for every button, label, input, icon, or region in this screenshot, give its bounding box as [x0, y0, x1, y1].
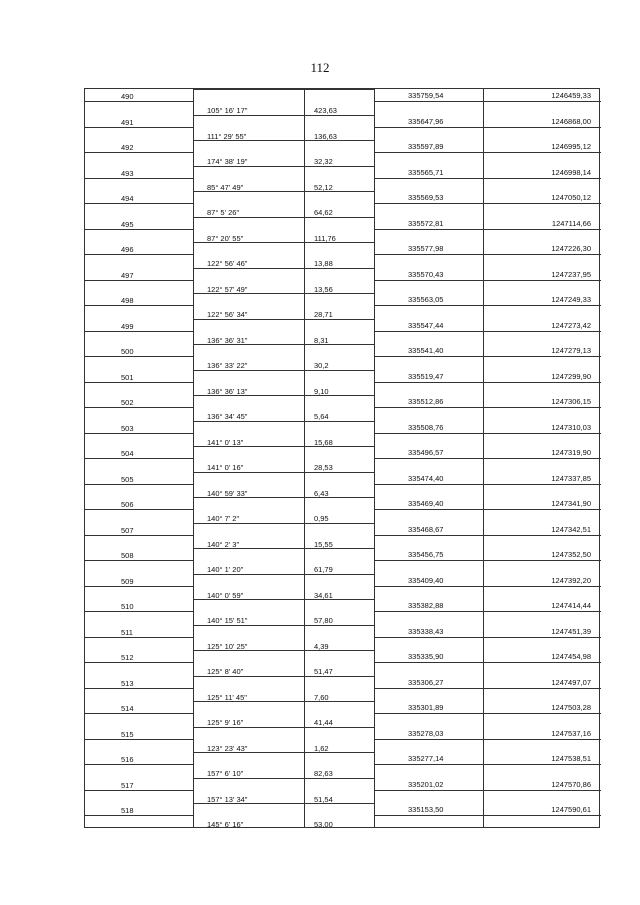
row-divider: [374, 815, 601, 816]
row-divider: [85, 637, 193, 638]
row-divider: [193, 778, 374, 779]
coordinate-y: 1247050,12: [551, 193, 591, 202]
row-divider: [193, 727, 374, 728]
row-divider: [374, 178, 601, 179]
bearing-angle: 105° 16' 17": [207, 106, 248, 115]
table-row: [85, 242, 599, 268]
coordinate-y: 1247537,16: [551, 728, 591, 738]
segment-distance: 111,76: [314, 233, 336, 243]
point-number: 495: [121, 219, 134, 229]
point-number: 497: [121, 270, 134, 280]
bearing-angle: 140° 7' 2": [207, 514, 240, 523]
segment-distance: 136,63: [314, 131, 337, 141]
table-row: [85, 701, 599, 727]
row-divider: [193, 599, 374, 600]
coordinate-x: 335468,67: [408, 524, 444, 534]
table-row: [85, 191, 599, 217]
table-row: [85, 599, 599, 625]
row-divider: [374, 637, 601, 638]
table-row: [85, 293, 599, 319]
row-divider: [193, 701, 374, 702]
row-divider: [193, 803, 374, 804]
row-divider: [374, 509, 601, 510]
bearing-angle: 125° 8' 40": [207, 667, 244, 676]
row-divider: [193, 752, 374, 753]
row-divider: [85, 458, 193, 459]
point-number: 504: [121, 449, 134, 458]
bearing-angle: 122° 57' 49": [207, 284, 248, 294]
point-number: 494: [121, 194, 134, 203]
coordinates-table: [84, 88, 600, 828]
coordinate-x: 335277,14: [408, 754, 444, 763]
row-divider: [374, 152, 601, 153]
table-row: [85, 676, 599, 702]
row-divider: [374, 356, 601, 357]
bearing-angle: 87° 20' 55": [207, 233, 244, 243]
row-divider: [374, 713, 601, 714]
coordinate-y: 1247590,61: [551, 805, 591, 814]
segment-distance: 64,62: [314, 208, 333, 217]
segment-distance: 6,43: [314, 488, 329, 498]
table-row: [85, 803, 599, 829]
coordinate-x: 335647,96: [408, 116, 444, 126]
row-divider: [193, 446, 374, 447]
segment-distance: 15,55: [314, 539, 333, 549]
coordinate-y: 1247570,86: [551, 779, 591, 789]
table-row: [85, 115, 599, 141]
row-divider: [374, 764, 601, 765]
row-divider: [85, 382, 193, 383]
coordinate-x: 335572,81: [408, 218, 444, 228]
row-divider: [85, 101, 193, 102]
row-divider: [85, 229, 193, 230]
row-divider: [85, 254, 193, 255]
bearing-angle: 125° 11' 45": [207, 692, 247, 702]
coordinate-x: 335508,76: [408, 422, 444, 432]
coordinate-y: 1247451,39: [551, 626, 591, 636]
segment-distance: 52,12: [314, 182, 333, 192]
bearing-angle: 141° 0' 16": [207, 463, 244, 472]
segment-distance: 8,31: [314, 335, 329, 345]
segment-distance: 13,56: [314, 284, 333, 294]
point-number: 502: [121, 398, 134, 407]
coordinate-x: 335565,71: [408, 167, 444, 177]
point-number: 501: [121, 372, 134, 382]
row-divider: [374, 254, 601, 255]
segment-distance: 28,71: [314, 310, 333, 319]
row-divider: [374, 305, 601, 306]
row-divider: [85, 509, 193, 510]
table-row: [85, 472, 599, 498]
bearing-angle: 136° 36' 13": [207, 386, 248, 396]
coordinate-y: 1247114,66: [551, 218, 591, 228]
coordinate-y: 1247310,03: [551, 422, 591, 432]
row-divider: [193, 625, 374, 626]
table-row: [85, 370, 599, 396]
row-divider: [85, 586, 193, 587]
row-divider: [85, 331, 193, 332]
row-divider: [85, 790, 193, 791]
bearing-angle: 157° 13' 34": [207, 794, 248, 804]
row-divider: [193, 370, 374, 371]
row-divider: [85, 815, 193, 816]
row-divider: [374, 739, 601, 740]
coordinate-x: 335512,86: [408, 397, 444, 406]
row-divider: [193, 472, 374, 473]
segment-distance: 0,95: [314, 514, 329, 523]
bearing-angle: 140° 0' 59": [207, 590, 244, 600]
segment-distance: 57,80: [314, 616, 333, 625]
segment-distance: 41,44: [314, 718, 333, 727]
row-divider: [85, 688, 193, 689]
row-divider: [85, 662, 193, 663]
row-divider: [374, 535, 601, 536]
row-divider: [85, 611, 193, 612]
row-divider: [193, 574, 374, 575]
point-number: 496: [121, 245, 134, 254]
row-divider: [85, 560, 193, 561]
segment-distance: 15,68: [314, 437, 333, 447]
segment-distance: 34,61: [314, 590, 333, 600]
table-row: [85, 140, 599, 166]
coordinate-y: 1247538,51: [551, 754, 591, 763]
point-number: 516: [121, 755, 134, 764]
segment-distance: 5,64: [314, 412, 329, 421]
row-divider: [193, 166, 374, 167]
table-row: [85, 344, 599, 370]
row-divider: [85, 280, 193, 281]
row-divider: [374, 407, 601, 408]
coordinate-x: 335519,47: [408, 371, 444, 381]
bearing-angle: 85° 47' 49": [207, 182, 244, 192]
table-row: [85, 727, 599, 753]
row-divider: [193, 115, 374, 116]
coordinate-y: 1247237,95: [551, 269, 591, 279]
table-row: [85, 625, 599, 651]
segment-distance: 51,47: [314, 667, 333, 676]
row-divider: [85, 535, 193, 536]
point-number: 503: [121, 423, 134, 433]
point-number: 500: [121, 347, 134, 356]
coordinate-x: 335335,90: [408, 652, 444, 661]
point-number: 514: [121, 704, 134, 713]
table-row: [85, 650, 599, 676]
coordinate-x: 335301,89: [408, 703, 444, 712]
table-row: [85, 752, 599, 778]
coordinate-x: 335409,40: [408, 575, 444, 585]
point-number: 513: [121, 678, 134, 688]
row-divider: [193, 650, 374, 651]
point-number: 508: [121, 551, 134, 560]
coordinate-y: 1247352,50: [551, 550, 591, 559]
row-divider: [85, 152, 193, 153]
table-row: [85, 217, 599, 243]
bearing-angle: 140° 15' 51": [207, 616, 248, 625]
row-divider: [374, 611, 601, 612]
coordinate-x: 335541,40: [408, 346, 444, 355]
coordinate-x: 335456,75: [408, 550, 444, 559]
bearing-angle: 157° 6' 10": [207, 769, 244, 778]
bearing-angle: 122° 56' 34": [207, 310, 248, 319]
coordinate-y: 1247503,28: [551, 703, 591, 712]
coordinate-x: 335474,40: [408, 473, 444, 483]
point-number: 498: [121, 296, 134, 305]
row-divider: [85, 739, 193, 740]
page-number: 112: [310, 60, 330, 75]
point-number: 510: [121, 602, 134, 611]
row-divider: [85, 433, 193, 434]
row-divider: [85, 713, 193, 714]
bearing-angle: 111° 29' 55": [207, 131, 247, 141]
row-divider: [85, 178, 193, 179]
coordinate-y: 1247341,90: [551, 499, 591, 508]
coordinate-x: 335469,40: [408, 499, 444, 508]
point-number: 505: [121, 474, 134, 484]
table-row: [85, 548, 599, 574]
table-row: [85, 778, 599, 804]
row-divider: [374, 433, 601, 434]
coordinate-y: 1246995,12: [551, 142, 591, 151]
bearing-angle: 125° 9' 16": [207, 718, 244, 727]
table-row: [85, 395, 599, 421]
bearing-angle: 140° 59' 33": [207, 488, 248, 498]
point-number: 517: [121, 780, 134, 790]
row-divider: [374, 127, 601, 128]
row-divider: [193, 191, 374, 192]
row-divider: [193, 344, 374, 345]
segment-distance: 32,32: [314, 157, 333, 166]
point-number: 518: [121, 806, 134, 815]
coordinate-y: 1246868,00: [551, 116, 591, 126]
coordinate-x: 335759,54: [408, 91, 444, 100]
coordinate-x: 335547,44: [408, 320, 444, 330]
point-number: 492: [121, 143, 134, 152]
bearing-angle: 174° 38' 19": [207, 157, 248, 166]
row-divider: [374, 331, 601, 332]
coordinate-x: 335338,43: [408, 626, 444, 636]
coordinate-y: 1247249,33: [551, 295, 591, 304]
row-divider: [374, 203, 601, 204]
point-number: 491: [121, 117, 134, 127]
table-row: [85, 421, 599, 447]
point-number: 515: [121, 729, 134, 739]
coordinate-y: 1246998,14: [551, 167, 591, 177]
bearing-angle: 145° 6' 16": [207, 820, 244, 829]
row-divider: [193, 140, 374, 141]
row-divider: [374, 560, 601, 561]
segment-distance: 51,54: [314, 794, 333, 804]
table-row: [85, 446, 599, 472]
row-divider: [85, 407, 193, 408]
coordinate-x: 335597,89: [408, 142, 444, 151]
row-divider: [374, 662, 601, 663]
row-divider: [193, 268, 374, 269]
coordinate-y: 1247279,13: [551, 346, 591, 355]
table-row: [85, 497, 599, 523]
bearing-angle: 125° 10' 25": [207, 641, 248, 651]
segment-distance: 7,60: [314, 692, 329, 702]
coordinate-x: 335563,05: [408, 295, 444, 304]
row-divider: [374, 280, 601, 281]
row-divider: [374, 229, 601, 230]
coordinate-x: 335570,43: [408, 269, 444, 279]
bearing-angle: 87° 5' 26": [207, 208, 240, 217]
row-divider: [374, 458, 601, 459]
row-divider: [374, 382, 601, 383]
row-divider: [193, 548, 374, 549]
table-row: [85, 523, 599, 549]
segment-distance: 61,79: [314, 565, 333, 574]
row-divider: [193, 293, 374, 294]
coordinate-x: 335569,53: [408, 193, 444, 202]
coordinate-y: 1247299,90: [551, 371, 591, 381]
bearing-angle: 123° 23' 43": [207, 743, 248, 753]
segment-distance: 82,63: [314, 769, 333, 778]
row-divider: [85, 305, 193, 306]
bearing-angle: 122° 56' 46": [207, 259, 248, 268]
segment-distance: 13,88: [314, 259, 333, 268]
row-divider: [374, 790, 601, 791]
row-divider: [374, 101, 601, 102]
bearing-angle: 141° 0' 13": [207, 437, 244, 447]
table-row: [85, 89, 599, 115]
bearing-angle: 140° 2' 3": [207, 539, 240, 549]
row-divider: [193, 523, 374, 524]
row-divider: [193, 421, 374, 422]
point-number: 512: [121, 653, 134, 662]
point-number: 511: [121, 627, 133, 637]
coordinate-y: 1247337,85: [551, 473, 591, 483]
segment-distance: 423,63: [314, 106, 337, 115]
point-number: 506: [121, 500, 134, 509]
bearing-angle: 140° 1' 20": [207, 565, 244, 574]
segment-distance: 9,10: [314, 386, 329, 396]
coordinate-y: 1247454,98: [551, 652, 591, 661]
row-divider: [193, 89, 374, 90]
table-row: [85, 166, 599, 192]
coordinate-y: 1247414,44: [551, 601, 591, 610]
table-row: [85, 574, 599, 600]
coordinate-y: 1247306,15: [551, 397, 591, 406]
coordinate-y: 1247319,90: [551, 448, 591, 457]
row-divider: [374, 586, 601, 587]
segment-distance: 28,53: [314, 463, 333, 472]
coordinate-y: 1246459,33: [551, 91, 591, 100]
coordinate-y: 1247392,20: [551, 575, 591, 585]
table-row: [85, 268, 599, 294]
bearing-angle: 136° 36' 31": [207, 335, 248, 345]
bearing-angle: 136° 33' 22": [207, 361, 248, 370]
point-number: 509: [121, 576, 134, 586]
row-divider: [193, 395, 374, 396]
row-divider: [193, 217, 374, 218]
coordinate-x: 335382,88: [408, 601, 444, 610]
row-divider: [193, 676, 374, 677]
segment-distance: 30,2: [314, 361, 329, 370]
row-divider: [374, 484, 601, 485]
row-divider: [85, 127, 193, 128]
row-divider: [193, 497, 374, 498]
coordinate-x: 335577,98: [408, 244, 444, 253]
point-number: 507: [121, 525, 134, 535]
point-number: 499: [121, 321, 134, 331]
coordinate-y: 1247342,51: [551, 524, 591, 534]
table-row: [85, 319, 599, 345]
point-number: 490: [121, 92, 134, 101]
bearing-angle: 136° 34' 45": [207, 412, 248, 421]
row-divider: [85, 203, 193, 204]
coordinate-x: 335306,27: [408, 677, 444, 687]
row-divider: [193, 319, 374, 320]
row-divider: [374, 688, 601, 689]
coordinate-y: 1247226,30: [551, 244, 591, 253]
row-divider: [193, 242, 374, 243]
coordinate-x: 335278,03: [408, 728, 444, 738]
point-number: 493: [121, 168, 134, 178]
segment-distance: 4,39: [314, 641, 329, 651]
coordinate-x: 335496,57: [408, 448, 444, 457]
segment-distance: 53,00: [314, 820, 333, 829]
coordinate-x: 335153,50: [408, 805, 444, 814]
coordinate-x: 335201,02: [408, 779, 444, 789]
segment-distance: 1,62: [314, 743, 329, 753]
coordinate-y: 1247273,42: [551, 320, 591, 330]
row-divider: [85, 484, 193, 485]
row-divider: [85, 764, 193, 765]
coordinate-y: 1247497,07: [551, 677, 591, 687]
row-divider: [85, 356, 193, 357]
